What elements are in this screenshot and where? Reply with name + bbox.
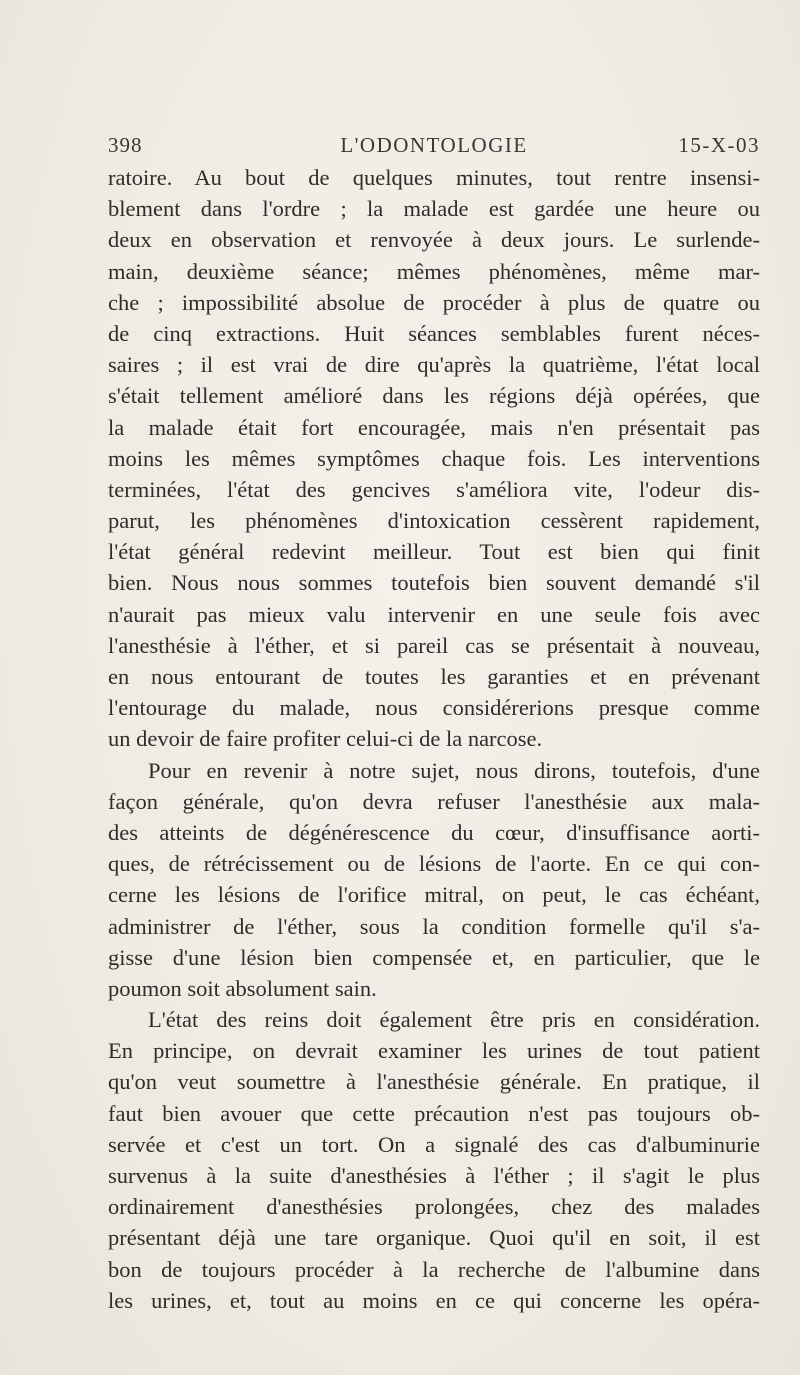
text-line: faut bien avouer que cette précaution n'est pas toujours ob-: [108, 1100, 760, 1126]
text-line: façon générale, qu'on devra refuser l'anesthésie aux mala-: [108, 788, 760, 814]
text-line: la malade était fort encouragée, mais n'en présentait pas: [108, 414, 760, 440]
text-line: ratoire. Au bout de quelques minutes, tout rentre insensi-: [108, 165, 760, 190]
text-line: qu'on veut soumettre à l'anesthésie générale. En pratique, il: [108, 1069, 760, 1095]
text-line: parut, les phénomènes d'intoxication cessèrent rapidement,: [108, 508, 760, 534]
text-line: ordinairement d'anesthésies prolongées, chez des malades: [108, 1194, 760, 1220]
page-number: 398: [108, 133, 143, 157]
running-head: [108, 133, 760, 159]
text-line: de cinq extractions. Huit séances semblables furent néces-: [108, 320, 760, 346]
text-line: deux en observation et renvoyée à deux jours. Le surlende-: [108, 227, 760, 253]
text-line: l'entourage du malade, nous considérerions presque comme: [108, 695, 760, 721]
text-line: Pour en revenir à notre sujet, nous dirons, toutefois, d'une: [148, 757, 760, 783]
issue-date: 15-X-03: [678, 133, 760, 157]
text-line: servée et c'est un tort. On a signalé des cas d'albuminurie: [108, 1131, 760, 1157]
text-line: blement dans l'ordre ; la malade est gardée une heure ou: [108, 196, 760, 222]
text-line: présentant déjà une tare organique. Quoi qu'il en soit, il est: [108, 1225, 760, 1251]
text-line: L'état des reins doit également être pris en considération.: [148, 1007, 760, 1033]
text-line: un devoir de faire profiter celui-ci de la narcose.: [108, 726, 543, 752]
text-line: terminées, l'état des gencives s'améliora vite, l'odeur dis-: [108, 476, 760, 502]
text-line: gisse d'une lésion bien compensée et, en particulier, que le: [108, 944, 760, 970]
text-line: cerne les lésions de l'orifice mitral, on peut, le cas échéant,: [108, 882, 760, 908]
text-line: main, deuxième séance; mêmes phénomènes, même mar-: [108, 258, 760, 284]
text-line: les urines, et, tout au moins en ce qui concerne les opéra-: [108, 1287, 760, 1313]
text-line: bien. Nous nous sommes toutefois bien souvent demandé s'il: [108, 570, 760, 596]
text-line: ques, de rétrécissement ou de lésions de l'aorte. En ce qui con-: [108, 851, 760, 877]
text-line: survenus à la suite d'anesthésies à l'éther ; il s'agit le plus: [108, 1163, 760, 1188]
body-text: [108, 162, 760, 1316]
text-line: En principe, on devrait examiner les urines de tout patient: [108, 1038, 760, 1064]
text-line: saires ; il est vrai de dire qu'après la quatrième, l'état local: [108, 352, 760, 378]
text-line: che ; impossibilité absolue de procéder à plus de quatre ou: [108, 289, 760, 315]
journal-title: L'ODONTOLOGIE: [340, 133, 528, 157]
text-line: l'état général redevint meilleur. Tout est bien qui finit: [108, 539, 760, 565]
text-line: poumon soit absolument sain.: [108, 975, 377, 1001]
text-line: administrer de l'éther, sous la condition formelle qu'il s'a-: [108, 913, 760, 939]
text-line: moins les mêmes symptômes chaque fois. Les interventions: [108, 445, 760, 471]
text-line: en nous entourant de toutes les garanties et en prévenant: [108, 664, 760, 689]
text-line: l'anesthésie à l'éther, et si pareil cas se présentait à nouveau,: [108, 632, 760, 658]
text-line: des atteints de dégénérescence du cœur, d'insuffisance aorti-: [108, 819, 760, 845]
text-line: bon de toujours procéder à la recherche de l'albumine dans: [108, 1256, 760, 1282]
text-line: s'était tellement amélioré dans les régions déjà opérées, que: [108, 383, 760, 409]
text-line: n'aurait pas mieux valu intervenir en une seule fois avec: [108, 601, 760, 627]
